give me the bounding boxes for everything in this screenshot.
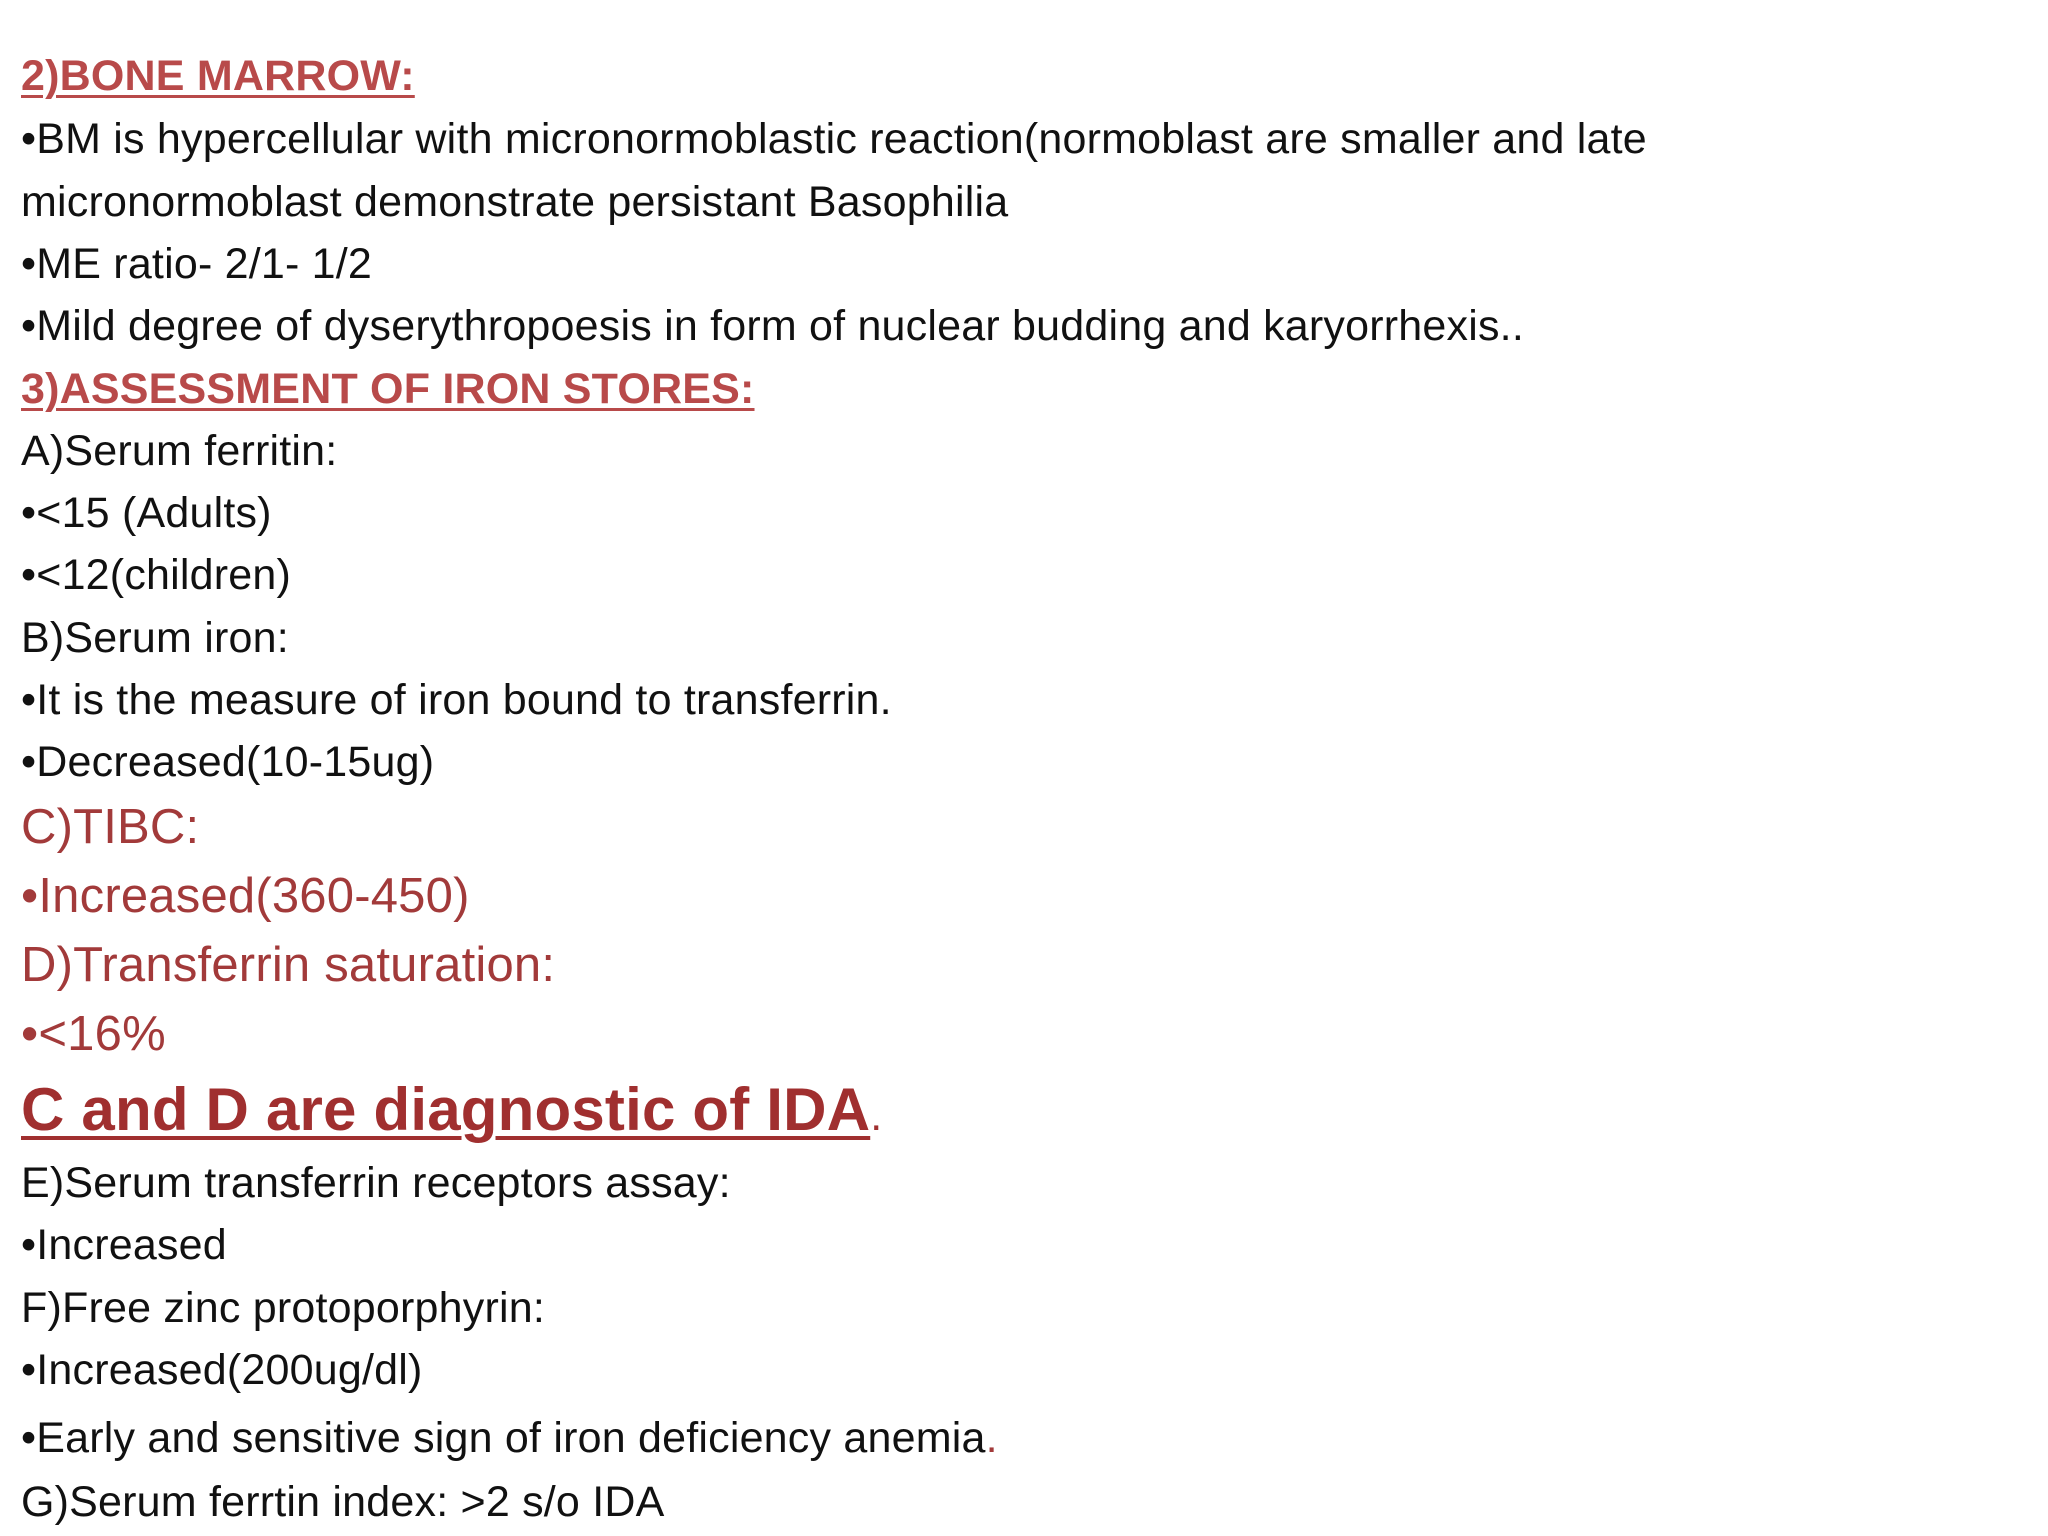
transferrin-saturation-value: •<16%	[21, 1007, 166, 1061]
serum-ferritin-adults: •<15 (Adults)	[21, 489, 272, 537]
serum-ferritin-children: •<12(children)	[21, 551, 292, 599]
serum-iron-label: B)Serum iron:	[21, 614, 289, 662]
bone-marrow-line-1: •BM is hypercellular with micronormoblastic reaction(normoblast are smaller and late	[21, 115, 1647, 163]
serum-iron-desc: •It is the measure of iron bound to transferrin.	[21, 676, 892, 724]
bone-marrow-line-2: micronormoblast demonstrate persistant Basophilia	[21, 178, 1009, 226]
iron-stores-heading: 3)ASSESSMENT OF IRON STORES:	[21, 365, 755, 413]
free-zinc-protoporphyrin-label: F)Free zinc protoporphyrin:	[21, 1284, 545, 1332]
serum-transferrin-receptors-label: E)Serum transferrin receptors assay:	[21, 1159, 731, 1207]
bone-marrow-heading: 2)BONE MARROW:	[21, 52, 415, 100]
diagnostic-note	[21, 1074, 882, 1152]
serum-ferritin-label: A)Serum ferritin:	[21, 427, 338, 475]
iron-deficiency-sign-line	[21, 1410, 998, 1466]
serum-ferritin-index-line: G)Serum ferrtin index: >2 s/o IDA	[21, 1478, 665, 1526]
dyserythropoesis-line: •Mild degree of dyserythropoesis in form of nuclear budding and karyorrhexis..	[21, 302, 1524, 350]
iron-deficiency-sign-period: .	[985, 1414, 998, 1462]
tibc-value: •Increased(360-450)	[21, 869, 470, 923]
diagnostic-note-text: C and D are diagnostic of IDA	[21, 1076, 871, 1143]
serum-iron-value: •Decreased(10-15ug)	[21, 738, 435, 786]
free-zinc-protoporphyrin-value: •Increased(200ug/dl)	[21, 1346, 423, 1394]
me-ratio-line: •ME ratio- 2/1- 1/2	[21, 240, 373, 288]
transferrin-saturation-label: D)Transferrin saturation:	[21, 938, 556, 992]
serum-transferrin-receptors-value: •Increased	[21, 1221, 227, 1269]
tibc-label: C)TIBC:	[21, 800, 200, 854]
diagnostic-note-period: .	[870, 1092, 883, 1140]
iron-deficiency-sign-text: •Early and sensitive sign of iron deficiency anemia	[21, 1414, 986, 1462]
